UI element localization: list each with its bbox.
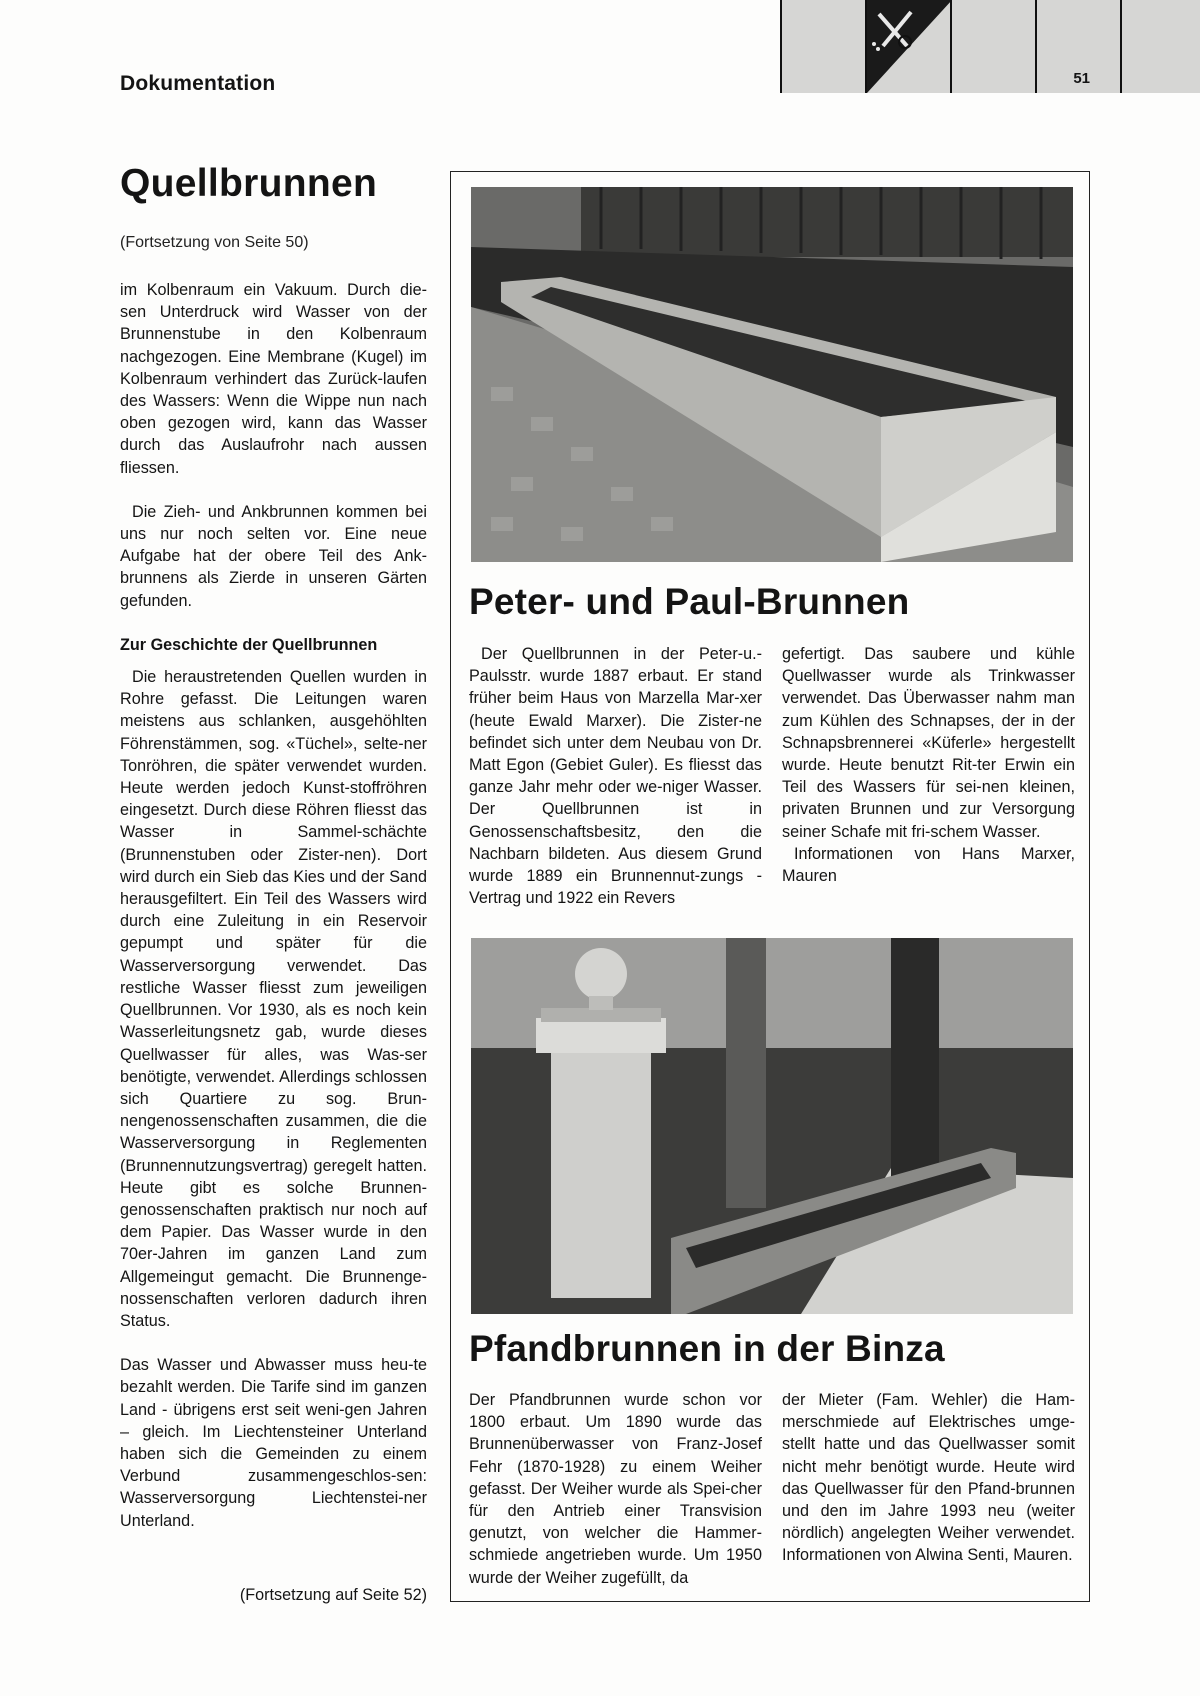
box1-heading: Peter- und Paul-Brunnen (469, 581, 910, 622)
strip-cell (1120, 0, 1200, 93)
paragraph: Das Wasser und Abwasser muss heu-te bezahlt werden. Die Tarife sind im ganzen Land - übrigens erst seit weni-gen Jahren – gleich. Im Liechtensteiner Unterland haben sich die Gemeinden zu einem Verbund zusammengeschlos-sen: Wasserversorgung Liechtenstei-ner Unterland. (120, 1356, 427, 1530)
feature-box (450, 171, 1090, 1602)
crossed-tools-icon (867, 0, 952, 93)
subheading: Zur Geschichte der Quellbrunnen (120, 635, 378, 654)
emblem-cell (865, 0, 952, 93)
paragraph: Der Pfandbrunnen wurde schon vor 1800 erbaut. Um 1890 wurde das Brunnenüberwasser von Franz-Josef Fehr (1870-1928) zu einem Weiher gefasst. Der Weiher wurde als Spei-cher für den Antrieb einer Transvision genutzt, von welcher die Hammer-schmiede angetrieben wurde. Um 1950 wurde der Weiher zugefüllt, da (469, 1391, 762, 1587)
article-title: Quellbrunnen (120, 162, 378, 205)
continued-from: (Fortsetzung von Seite 50) (120, 234, 309, 251)
paragraph: der Mieter (Fam. Wehler) die Ham-merschmiede auf Elektrisches umge-stellt hatte und das Quellwasser somit nicht mehr benötigt wurde. Heute wird das Quellwasser für den Pfand-brunnen und den im Jahre 1993 neu (weiter nördlich) angelegten Weiher verwendet. Informationen von Alwina Senti, Mauren. (782, 1391, 1075, 1565)
box2-text (469, 1389, 1075, 1589)
section-label: Dokumentation (120, 72, 276, 95)
paragraph: Die Zieh- und Ankbrunnen kommen bei uns nur noch selten vor. Eine neue Aufgabe hat der obere Teil des Ank-brunnens als Zierde in unseren Gärten gefunden. (120, 502, 427, 610)
left-column-text (120, 279, 427, 1532)
box1-text (469, 643, 1075, 909)
info-credit: Informationen von Hans Marxer, Mauren (782, 844, 1075, 886)
paragraph: im Kolbenraum ein Vakuum. Durch die-sen Unterdruck wird Wasser von der Brunnenstube in den Kolbenraum nachgezogen. Eine Membrane (Kugel) im Kolbenraum verhindert das Zurück-laufen des Wassers: Wenn die Wippe nun nach oben gezogen wird, kann das Wasser durch das Auslaufrohr nach aussen fliessen. (120, 281, 427, 477)
strip-cell (780, 0, 867, 93)
paragraph: gefertigt. Das saubere und kühle Quellwasser wurde als Trinkwasser verwendet. Das Überwasser nahm man zum Kühlen des Schnapses, der in der Schnapsbrennerei «Küferle» hergestellt wurde. Heute benutzt Rit-ter Erwin ein Teil des Wassers für sei-nen kleinen, privaten Brunnen und zur Versorgung seiner Schafe mit fri-schem Wasser. (782, 645, 1075, 841)
paragraph: Die heraustretenden Quellen wurden in Rohre gefasst. Die Leitungen waren meistens aus schlanken, ausgehöhlten Föhrenstämmen, sog. «Tüchel», selte-ner Tonröhren, die später verwendet wurden. Heute werden jedoch Kunst-stoffröhren eingesetzt. Durch diese Röhren fliesst das Wasser in Sammel-schächte (Brunnenstuben oder Zister-nen). Dort wird durch ein Sieb das Kies und der Sand herausgefiltert. Ein Teil des Wassers wird durch eine Zuleitung in ein Reservoir gepumpt und später für die Wasserversorgung verwendet. Das restliche Wasser fliesst zum jeweiligen Quellbrunnen. Vor 1930, als es noch kein Wasserleitungsnetz gab, wurde dieses Quellwasser für alles, was Was-ser benötigte, verwendet. Allerdings schlossen sich Quartiere zu sog. Brun-nengenossenschaften zusammen, die die Wasserversorgung in Reglementen (Brunnennutzungsvertrag) geregelt hatten. Heute gibt es solche Brunnen-genossenschaften praktisch nur noch auf dem Papier. Das Wasser wurde in den 70er-Jahren im ganzen Land zum Allgemeingut gemacht. Die Brunnenge-nossenschaften verloren dadurch ihren Status. (120, 668, 427, 1330)
continued-to: (Fortsetzung auf Seite 52) (239, 1586, 427, 1604)
paragraph: Der Quellbrunnen in der Peter-u.-Paulsstr. wurde 1887 erbaut. Er stand früher beim Haus von Marzella Mar-xer (heute Ewald Marxer). Die Zister-ne befindet sich unter dem Neubau von Dr. Matt Egon (Gebiet Guler). Es fliesst das ganze Jahr mehr oder we-niger Wasser. Der Quellbrunnen ist in Genossenschaftsbesitz, den die Nachbarn bildeten. Aus diesem Grund wurde 1889 ein Brunnennut-zungs - Vertrag und 1922 ein Revers (469, 645, 762, 908)
strip-cell (950, 0, 1037, 93)
header-strip (780, 0, 1200, 93)
photo-trough (471, 187, 1073, 562)
photo-pillar-fountain (471, 938, 1073, 1314)
box2-heading: Pfandbrunnen in der Binza (469, 1328, 945, 1369)
page-number: 51 (1073, 70, 1090, 87)
